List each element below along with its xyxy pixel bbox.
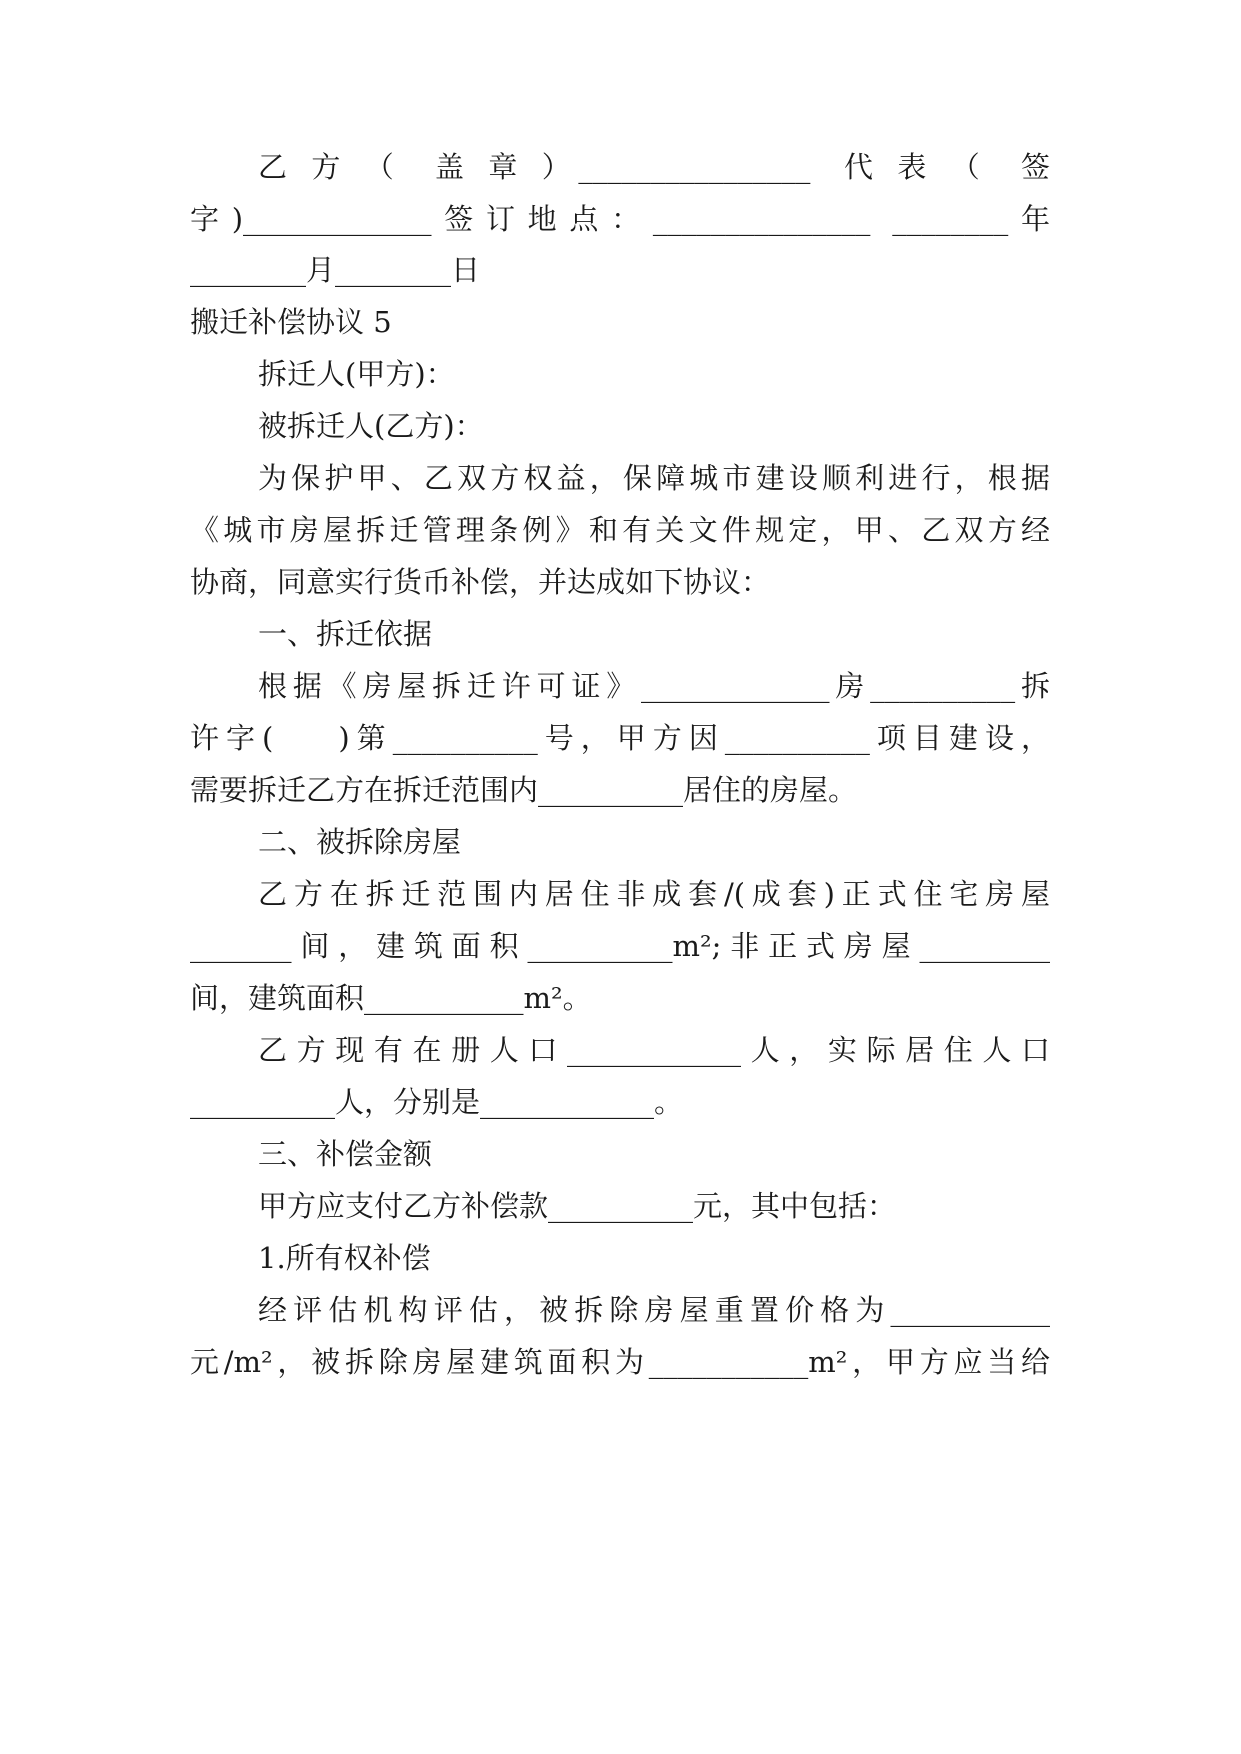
doc-line-3: ________月________日 [190,253,481,287]
doc-line-8: 《城市房屋拆迁管理条例》和有关文件规定，甲、乙双方经 [190,513,1050,547]
doc-line-24: 元/m²，被拆除房屋建筑面积为___________m²，甲方应当给 [190,1345,1050,1379]
doc-line-party-a: 拆迁人(甲方)： [258,357,455,391]
doc-line-15: 乙方在拆迁范围内居住非成套/(成套)正式住宅房屋 [258,877,1050,911]
doc-line-16: _______间，建筑面积__________m²;非正式房屋_________ [190,929,1050,963]
doc-line-2: 字)_____________签订地点：_______________ ________年 [190,202,1050,236]
doc-line-party-b: 被拆迁人(乙方)： [258,409,484,443]
doc-section-heading-3: 三、补偿金额 [258,1137,433,1171]
doc-line-18: 乙方现有在册人口____________人，实际居住人口 [258,1033,1050,1067]
doc-line-7: 为保护甲、乙双方权益，保障城市建设顺利进行，根据 [258,461,1050,495]
doc-line-13: 需要拆迁乙方在拆迁范围内__________居住的房屋。 [190,773,858,807]
doc-subheading-1: 1.所有权补偿 [258,1241,431,1275]
doc-line-23: 经评估机构评估，被拆除房屋重置价格为___________ [258,1293,1050,1327]
doc-line-17: 间，建筑面积___________m²。 [190,981,592,1015]
doc-heading-agreement-5: 搬迁补偿协议 5 [190,305,392,339]
doc-line-19: __________人，分别是____________。 [190,1085,684,1119]
doc-line-9: 协商，同意实行货币补偿，并达成如下协议： [190,565,771,599]
doc-line-11: 根据《房屋拆迁许可证》_____________房__________拆 [258,669,1050,703]
doc-line-12: 许字( )第__________号，甲方因__________项目建设， [190,721,1050,755]
doc-section-heading-1: 一、拆迁依据 [258,617,433,651]
doc-line-21: 甲方应支付乙方补偿款__________元，其中包括： [258,1189,897,1223]
doc-line-1: 乙 方 （ 盖 章 ）________________ 代 表 （ 签 [258,150,1050,184]
doc-section-heading-2: 二、被拆除房屋 [258,825,462,859]
